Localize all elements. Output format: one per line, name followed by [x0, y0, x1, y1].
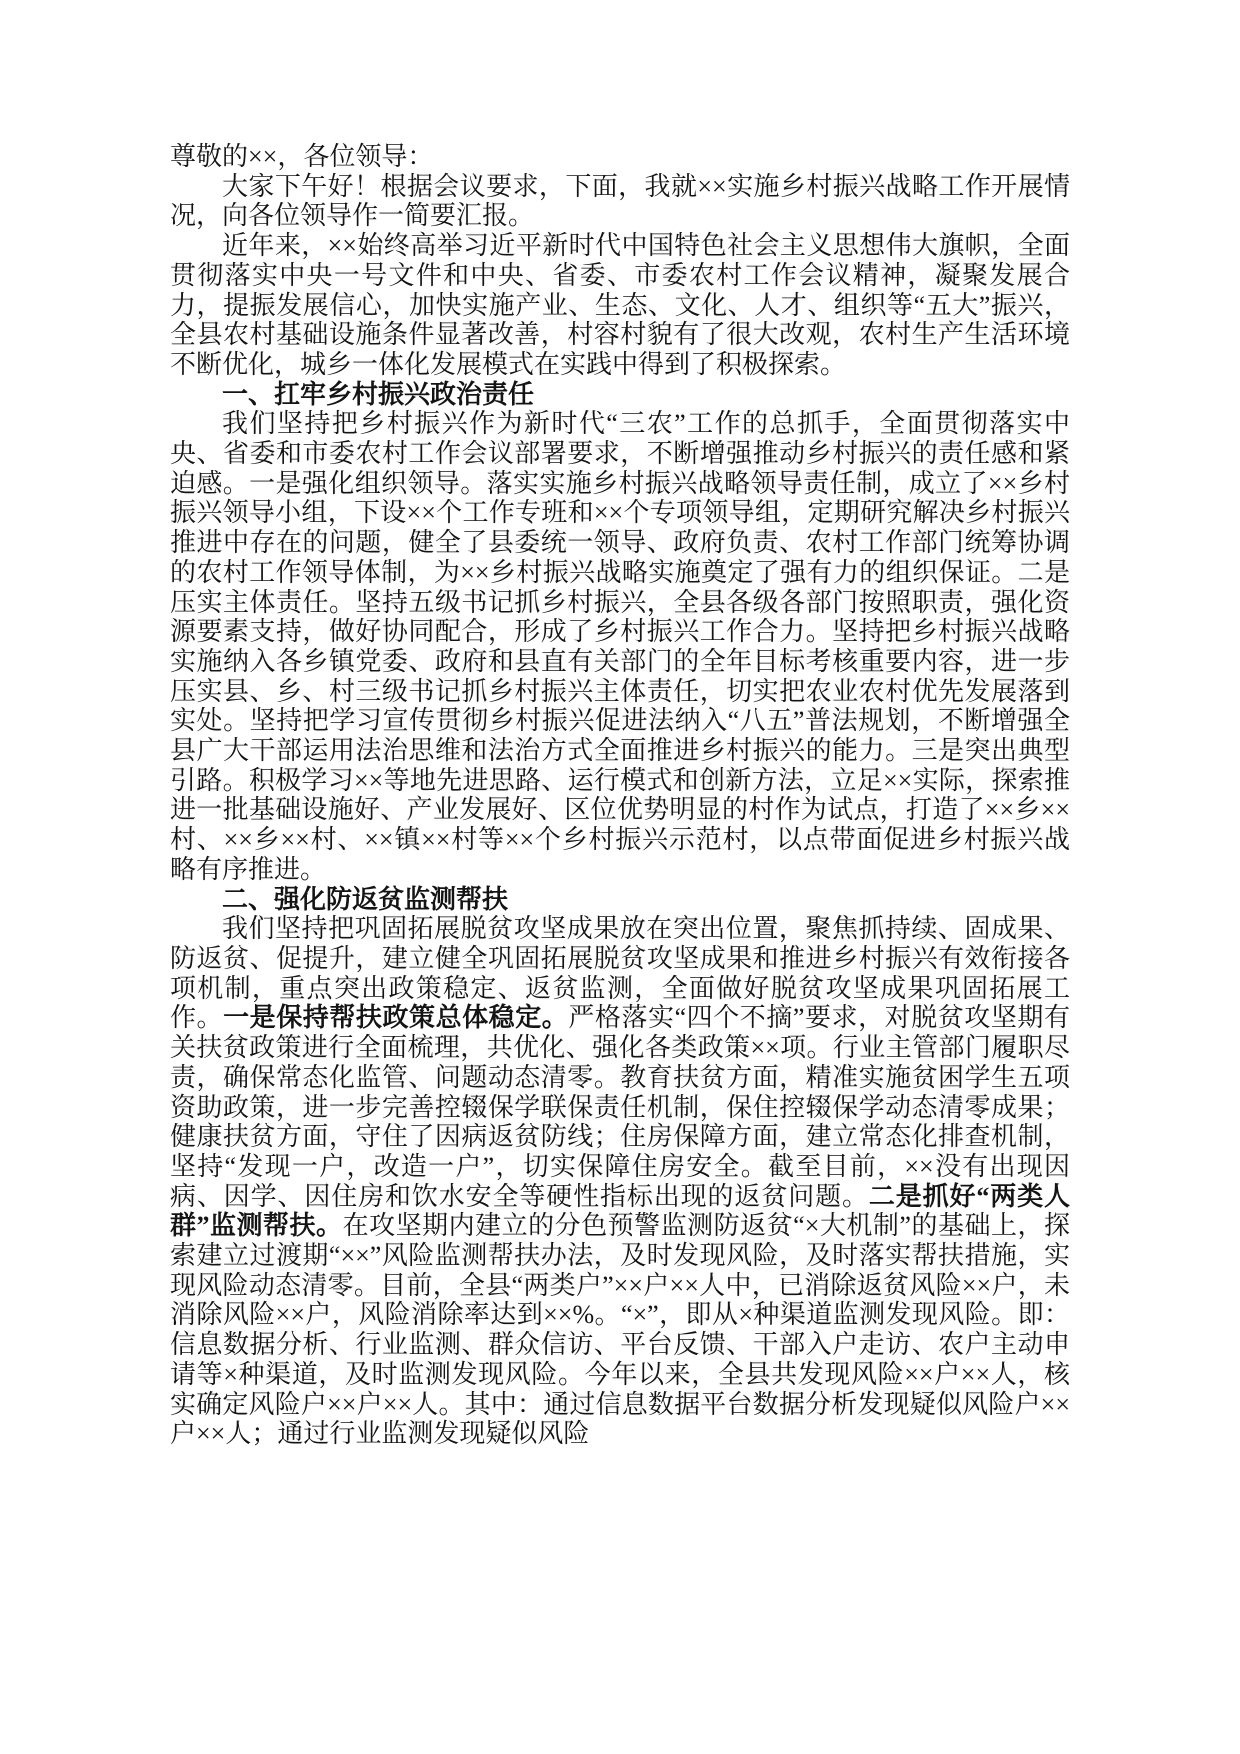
bold-text-run: 二、强化防返贫监测帮扶: [222, 884, 509, 914]
section-heading: [170, 380, 1070, 410]
paragraph: [170, 409, 1070, 884]
text-run: 尊敬的××，各位领导：: [170, 142, 434, 171]
text-run: 我们坚持把巩固拓展脱贫攻坚成果放在突出位置，聚焦抓持续、固成果、防返贫、促提升，建立健全巩固拓展脱贫攻坚成果和推进乡村振兴有效衔接各项机制，重点突出政策稳定、返贫监测，全面做好脱贫攻坚成果巩固拓展工作。: [170, 914, 1070, 1033]
paragraph: [170, 172, 1070, 231]
text-run: 大家下午好！根据会议要求，下面，我就××实施乡村振兴战略工作开展情况，向各位领导作一简要汇报。: [170, 171, 1070, 231]
section-heading: [170, 885, 1070, 915]
bold-text-run: 二是抓好“两类人群”监测帮扶。: [170, 1181, 1070, 1241]
salutation-line: [170, 142, 1070, 172]
bold-text-run: 一是保持帮扶政策总体稳定。: [223, 1003, 569, 1033]
text-run: 近年来，××始终高举习近平新时代中国特色社会主义思想伟大旗帜，全面贯彻落实中央一号文件和中央、省委、市委农村工作会议精神，凝聚发展合力，提振发展信心，加快实施产业、生态、文化、人才、组织等“五大”振兴，全县农村基础设施条件显著改善，村容村貌有了很大改观，农村生产生活环境不断优化，城乡一体化发展模式在实践中得到了积极探索。: [170, 231, 1070, 379]
paragraph: [170, 914, 1070, 1449]
bold-text-run: 一、扛牢乡村振兴政治责任: [222, 379, 535, 409]
text-run: 在攻坚期内建立的分色预警监测防返贫“×大机制”的基础上，探索建立过渡期“××”风险监测帮扶办法，及时发现风险，及时落实帮扶措施，实现风险动态清零。目前，全县“两类户”××户××人中，已消除返贫风险××户，未消除风险××户，风险消除率达到××%。“×”，即从×种渠道监测发现风险。即：信息数据分析、行业监测、群众信访、平台反馈、干部入户走访、农户主动申请等×种渠道，及时监测发现风险。今年以来，全县共发现风险××户××人，核实确定风险户××户××人。其中：通过信息数据平台数据分析发现疑似风险户××户××人；通过行业监测发现疑似风险: [170, 1211, 1070, 1449]
text-run: 严格落实“四个不摘”要求，对脱贫攻坚期有关扶贫政策进行全面梳理，共优化、强化各类政策××项。行业主管部门履职尽责，确保常态化监管、问题动态清零。教育扶贫方面，精准实施贫困学生五项资助政策，进一步完善控辍保学联保责任机制，保住控辍保学动态清零成果；健康扶贫方面，守住了因病返贫防线；住房保障方面，建立常态化排查机制，坚持“发现一户，改造一户”，切实保障住房安全。截至目前，××没有出现因病、因学、因住房和饮水安全等硬性指标出现的返贫问题。: [170, 1003, 1070, 1211]
document-body: [170, 142, 1070, 1449]
text-run: 我们坚持把乡村振兴作为新时代“三农”工作的总抓手，全面贯彻落实中央、省委和市委农村工作会议部署要求，不断增强推动乡村振兴的责任感和紧迫感。一是强化组织领导。落实实施乡村振兴战略领导责任制，成立了××乡村振兴领导小组，下设××个工作专班和××个专项领导组，定期研究解决乡村振兴推进中存在的问题，健全了县委统一领导、政府负责、农村工作部门统筹协调的农村工作领导体制，为××乡村振兴战略实施奠定了强有力的组织保证。二是压实主体责任。坚持五级书记抓乡村振兴，全县各级各部门按照职责，强化资源要素支持，做好协同配合，形成了乡村振兴工作合力。坚持把乡村振兴战略实施纳入各乡镇党委、政府和县直有关部门的全年目标考核重要内容，进一步压实县、乡、村三级书记抓乡村振兴主体责任，切实把农业农村优先发展落到实处。坚持把学习宣传贯彻乡村振兴促进法纳入“八五”普法规划，不断增强全县广大干部运用法治思维和法治方式全面推进乡村振兴的能力。三是突出典型引路。积极学习××等地先进思路、运行模式和创新方法，立足××实际，探索推进一批基础设施好、产业发展好、区位优势明显的村作为试点，打造了××乡××村、××乡××村、××镇××村等××个乡村振兴示范村，以点带面促进乡村振兴战略有序推进。: [170, 409, 1070, 884]
paragraph: [170, 231, 1070, 380]
